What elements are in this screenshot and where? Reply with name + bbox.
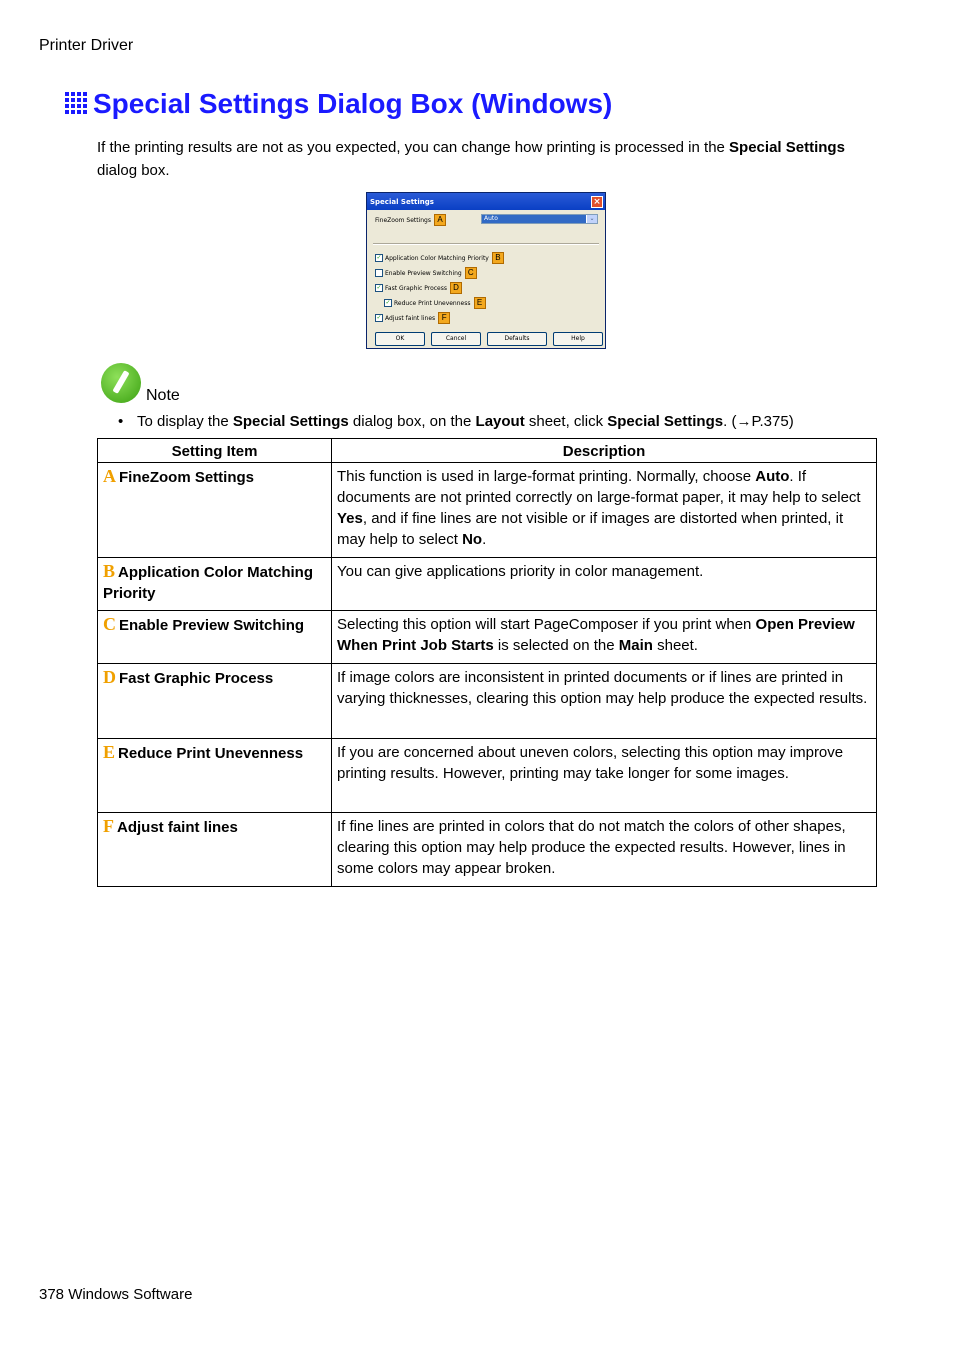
- page-title-text: Special Settings Dialog Box (Windows): [93, 88, 613, 119]
- dialog-separator: [373, 243, 599, 245]
- note-bold: Layout: [475, 413, 525, 430]
- checkbox-unchecked[interactable]: [375, 269, 383, 277]
- pencil-icon: [101, 363, 141, 403]
- checkbox-checked[interactable]: ✓: [376, 254, 382, 261]
- setting-item: [98, 664, 332, 739]
- desc-bold: No: [462, 531, 483, 548]
- desc-text: If you are concerned about uneven colors, selecting this option may improve printing results. However, printing may take longer for some images.: [337, 744, 844, 782]
- marker-c: C: [465, 267, 477, 279]
- setting-description: [332, 558, 877, 611]
- ok-button[interactable]: OK: [375, 332, 425, 346]
- option-reduce-unevenness[interactable]: [384, 297, 486, 309]
- marker-f: F: [438, 312, 450, 324]
- chevron-down-icon[interactable]: ⌄: [587, 215, 597, 223]
- option-label: Reduce Print Unevenness: [394, 299, 471, 307]
- note-bold: Special Settings: [607, 413, 724, 430]
- marker-d: D: [450, 282, 462, 294]
- note-text-part: To display the: [137, 413, 233, 430]
- grid-icon: [65, 92, 89, 116]
- desc-text: . If documents are not printed correctly on large-format paper, it may help to select: [337, 468, 861, 506]
- page-footer: 378 Windows Software: [39, 1286, 193, 1303]
- table-row: [98, 611, 877, 664]
- option-label: Enable Preview Switching: [385, 269, 462, 277]
- close-icon[interactable]: ×: [591, 196, 603, 208]
- note-text: [120, 413, 794, 430]
- option-label: Fast Graphic Process: [385, 284, 448, 292]
- note-text-part: . (→P.375): [723, 413, 794, 430]
- desc-text: This function is used in large-format printing. Normally, choose: [337, 468, 756, 485]
- table-row: [98, 664, 877, 739]
- option-adjust-faint-lines[interactable]: [375, 312, 450, 324]
- note-label: Note: [146, 387, 180, 404]
- page-title: [65, 88, 612, 120]
- table-header-row: [98, 439, 877, 463]
- desc-text: sheet.: [652, 637, 698, 654]
- desc-bold: Open Preview When Print Job Starts: [337, 616, 855, 654]
- option-label: Application Color Matching Priority: [385, 254, 489, 262]
- note-text-part: dialog box, on the: [348, 413, 476, 430]
- setting-description: [332, 611, 877, 664]
- intro-paragraph: [97, 136, 867, 182]
- item-name: Fast Graphic Process: [119, 670, 274, 687]
- option-preview-switching[interactable]: [375, 267, 477, 279]
- finezoom-row: [375, 214, 446, 226]
- note-text-part: sheet, click: [524, 413, 608, 430]
- setting-description: [332, 664, 877, 739]
- help-button[interactable]: Help: [553, 332, 603, 346]
- setting-description: [332, 813, 877, 887]
- table-row: [98, 558, 877, 611]
- dialog-buttons: [375, 332, 603, 346]
- desc-text: Selecting this option will start PageComposer if you print when: [337, 616, 756, 633]
- desc-bold: Yes: [337, 510, 363, 527]
- setting-item: [98, 463, 332, 558]
- item-name: Adjust faint lines: [117, 819, 238, 836]
- desc-text: If fine lines are printed in colors that do not match the colors of other shapes, clearing this option may help produce the expected results. However, lines in some colors may appear broken.: [337, 818, 846, 877]
- note-heading: [101, 363, 180, 403]
- finezoom-label: FineZoom Settings: [375, 216, 431, 224]
- running-head: Printer Driver: [39, 37, 134, 54]
- item-name: Reduce Print Unevenness: [118, 745, 304, 762]
- setting-item: [98, 558, 332, 611]
- bullet: •: [118, 413, 124, 430]
- desc-text: If image colors are inconsistent in printed documents or if lines are printed in varying thicknesses, clearing this option may help produce the expected results.: [337, 669, 868, 707]
- setting-item: [98, 611, 332, 664]
- desc-text: You can give applications priority in color management.: [337, 563, 704, 580]
- desc-text: is selected on the: [493, 637, 619, 654]
- option-color-matching[interactable]: [375, 252, 504, 264]
- item-letter: A: [103, 466, 116, 486]
- finezoom-select-value: Auto: [482, 215, 586, 223]
- dialog-title: Special Settings: [370, 197, 434, 206]
- item-name: Application Color Matching Priority: [103, 564, 314, 602]
- checkbox-checked[interactable]: ✓: [376, 314, 382, 321]
- marker-b: B: [492, 252, 504, 264]
- setting-description: [332, 463, 877, 558]
- settings-table: [97, 438, 877, 887]
- intro-bold: Special Settings: [729, 139, 845, 156]
- item-letter: F: [103, 816, 114, 836]
- marker-a: A: [434, 214, 446, 226]
- item-letter: E: [103, 742, 116, 762]
- column-header: Setting Item: [98, 439, 332, 463]
- desc-text: , and if fine lines are not visible or if images are distorted when printed, it may help to select: [337, 510, 844, 548]
- table-row: [98, 463, 877, 558]
- desc-text: .: [482, 531, 487, 548]
- option-label: Adjust faint lines: [385, 314, 436, 322]
- checkbox-checked[interactable]: ✓: [385, 299, 391, 306]
- desc-bold: Auto: [755, 468, 790, 485]
- finezoom-select[interactable]: [481, 214, 598, 224]
- cancel-button[interactable]: Cancel: [431, 332, 481, 346]
- item-name: FineZoom Settings: [119, 469, 254, 486]
- special-settings-dialog: [366, 192, 606, 349]
- intro-text: dialog box.: [97, 162, 170, 179]
- desc-bold: Main: [618, 637, 653, 654]
- note-bold: Special Settings: [232, 413, 349, 430]
- setting-item: [98, 813, 332, 887]
- dialog-titlebar: [367, 193, 605, 210]
- table-row: [98, 739, 877, 813]
- item-letter: D: [103, 667, 116, 687]
- defaults-button[interactable]: Defaults: [487, 332, 547, 346]
- item-letter: B: [103, 561, 116, 581]
- setting-item: [98, 739, 332, 813]
- checkbox-checked[interactable]: ✓: [376, 284, 382, 291]
- setting-description: [332, 739, 877, 813]
- intro-text: If the printing results are not as you expected, you can change how printing is processed in the: [97, 139, 730, 156]
- option-fast-graphic[interactable]: [375, 282, 462, 294]
- table-row: [98, 813, 877, 887]
- item-letter: C: [103, 614, 116, 634]
- column-header: Description: [332, 439, 877, 463]
- marker-e: E: [474, 297, 486, 309]
- item-name: Enable Preview Switching: [119, 617, 305, 634]
